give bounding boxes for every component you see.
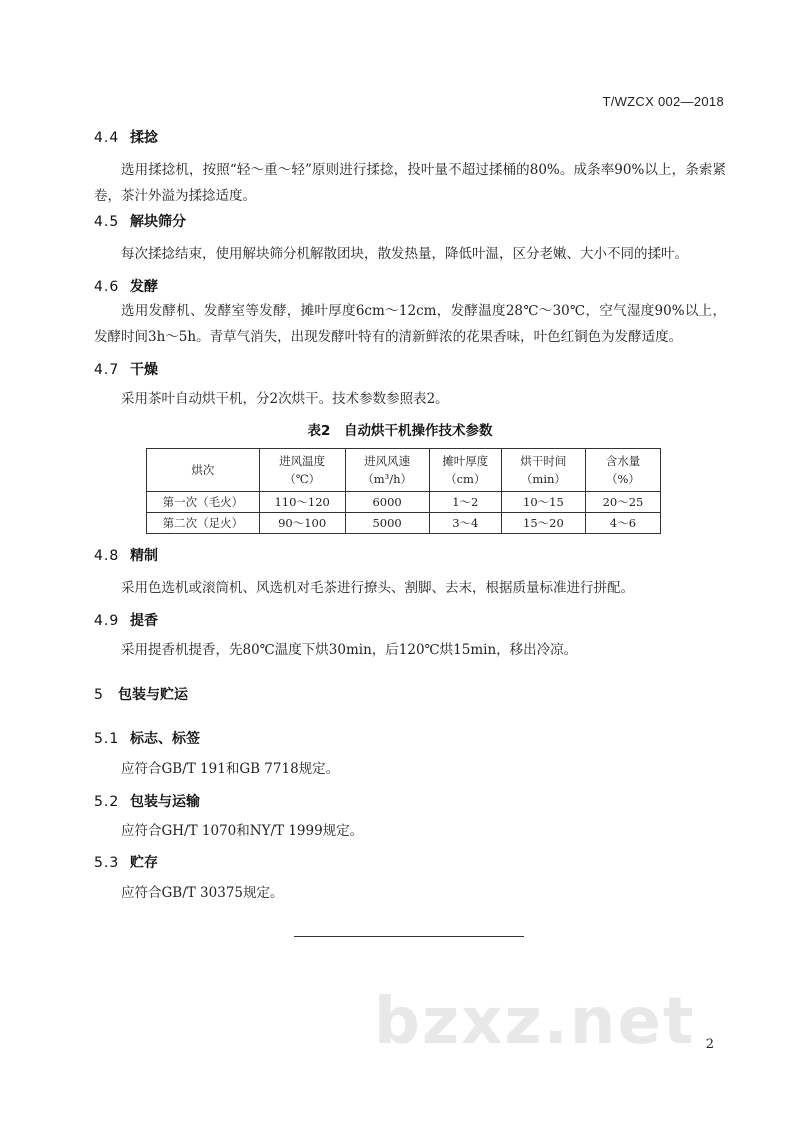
table-cell: 20～25 [585,492,660,513]
document-code: T/WZCX 002—2018 [602,94,724,109]
table-cell: 110～120 [259,492,345,513]
heading-5-3 [94,852,158,872]
paragraph-4-4: 选用揉捻机，按照“轻～重～轻”原则进行揉捻，投叶量不超过揉桶的80%。成条率90%以上，条索紧卷，茶汁外溢为揉捻适度。 [94,162,726,204]
table-cell: 第二次（足火） [147,513,260,534]
heading-5-1 [94,728,200,748]
table-row [147,513,661,534]
heading-4-7 [94,359,158,379]
heading-title: 发酵 [130,279,158,295]
heading-5 [94,684,188,704]
heading-number: 4.4 [94,130,120,146]
heading-title: 贮存 [130,855,158,871]
drying-parameters-table [146,448,661,534]
column-header: 烘干时间 （min） [501,449,585,492]
heading-number: 4.6 [94,279,120,295]
heading-title: 标志、标签 [130,731,200,747]
end-rule [294,936,524,937]
paragraph-5-1: 应符合GB/T 191和GB 7718规定。 [121,761,340,777]
heading-4-4 [94,127,158,147]
heading-title: 干燥 [130,362,158,378]
watermark: bzxz.net [374,985,696,1059]
table-row [147,492,661,513]
heading-title: 解块筛分 [130,214,186,230]
paragraph-4-8: 采用色选机或滚筒机、风选机对毛茶进行撩头、割脚、去末，根据质量标准进行拼配。 [121,580,634,596]
column-header: 进风温度 （℃） [259,449,345,492]
column-header: 摊叶厚度 （cm） [429,449,501,492]
heading-title: 提香 [130,613,158,629]
table-cell: 4～6 [585,513,660,534]
column-header: 进风风速 （m³/h） [345,449,429,492]
table-cell: 90～100 [259,513,345,534]
paragraph-4-6: 选用发酵机、发酵室等发酵，摊叶厚度6cm～12cm，发酵温度28℃～30℃，空气湿度90%以上，发酵时间3h～5h。青草气消失，出现发酵叶特有的清新鲜浓的花果香味，叶色红铜色为发酵适度。 [94,303,726,345]
heading-number: 5.1 [94,731,120,747]
column-header: 烘次 [147,449,260,492]
heading-4-5 [94,211,186,231]
heading-number: 4.7 [94,362,120,378]
table-cell: 3～4 [429,513,501,534]
heading-number: 4.5 [94,214,120,230]
paragraph-5-2: 应符合GH/T 1070和NY/T 1999规定。 [121,823,364,839]
heading-5-2 [94,791,200,811]
column-header: 含水量 （%） [585,449,660,492]
heading-number: 4.9 [94,613,120,629]
table-cell: 10～15 [501,492,585,513]
table-cell: 第一次（毛火） [147,492,260,513]
paragraph-4-9: 采用提香机提香，先80℃温度下烘30min，后120℃烘15min，移出冷凉。 [121,642,578,658]
table-cell: 5000 [345,513,429,534]
table-header-row [147,449,661,492]
table-cell: 1～2 [429,492,501,513]
heading-4-8 [94,545,158,565]
heading-title: 包装与贮运 [118,687,188,703]
paragraph-4-7: 采用茶叶自动烘干机，分2次烘干。技术参数参照表2。 [121,391,449,407]
heading-title: 精制 [130,548,158,564]
heading-number: 5.2 [94,794,120,810]
heading-title: 包装与运输 [130,794,200,810]
paragraph-5-3: 应符合GB/T 30375规定。 [121,885,284,901]
heading-4-6 [94,276,158,296]
paragraph-4-5: 每次揉捻结束，使用解块筛分机解散团块，散发热量，降低叶温，区分老嫩、大小不同的揉叶。 [121,246,688,262]
heading-number: 5 [94,687,104,703]
heading-number: 4.8 [94,548,120,564]
page-number: 2 [705,1037,714,1052]
heading-4-9 [94,610,158,630]
table-cell: 15～20 [501,513,585,534]
heading-number: 5.3 [94,855,120,871]
table-cell: 6000 [345,492,429,513]
heading-title: 揉捻 [130,130,158,146]
table-caption: 表2 自动烘干机操作技术参数 [307,423,493,439]
